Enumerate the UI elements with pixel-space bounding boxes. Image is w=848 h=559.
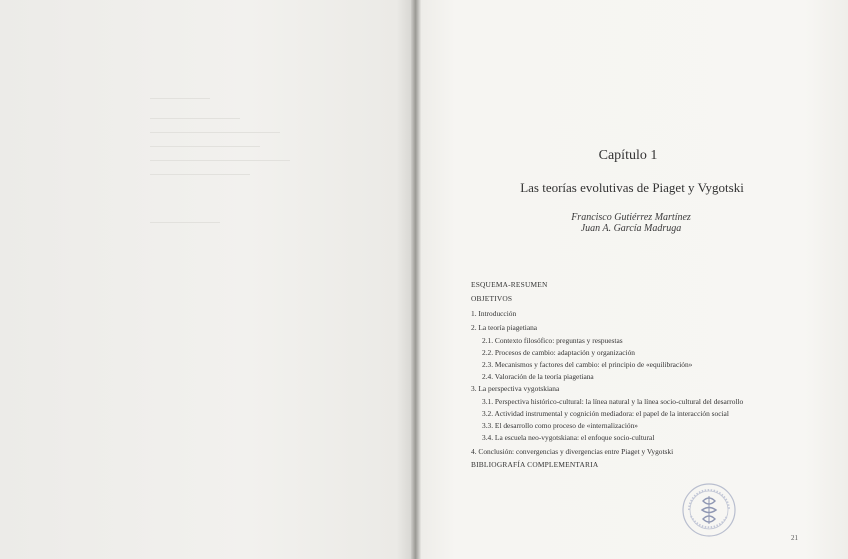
toc-section: 1. Introducción	[471, 309, 517, 318]
toc-subsection: 2.4. Valoración de la teoría piagetiana	[482, 372, 594, 381]
bleed-through-line	[150, 118, 240, 119]
author-name: Juan A. García Madruga	[580, 223, 682, 234]
chapter-authors	[520, 212, 742, 234]
toc-section: 3. La perspectiva vygotskiana	[471, 384, 560, 393]
left-page	[0, 0, 413, 559]
toc-heading: BIBLIOGRAFÍA COMPLEMENTARIA	[471, 460, 599, 469]
toc-subsection: 2.3. Mecanismos y factores del cambio: el principio de «equilibración»	[482, 360, 693, 369]
toc-subsection: 3.4. La escuela neo-vygotskiana: el enfoque socio-cultural	[482, 433, 655, 442]
toc-subsection: 3.2. Actividad instrumental y cognición mediadora: el papel de la interacción social	[482, 409, 729, 418]
toc-subsection: 3.1. Perspectiva histórico-cultural: la línea natural y la línea socio-cultural del desarrollo	[482, 397, 744, 406]
bleed-through-line	[150, 160, 290, 161]
toc-subsection: 2.1. Contexto filosófico: preguntas y respuestas	[482, 336, 623, 345]
bleed-through-line	[150, 132, 280, 133]
book-gutter	[411, 0, 421, 559]
bleed-through-line	[150, 98, 210, 99]
chapter-title: Las teorías evolutivas de Piaget y Vygotski	[520, 180, 744, 195]
page-number: 21	[791, 534, 798, 542]
author-name: Francisco Gutiérrez Martínez	[571, 212, 691, 223]
bleed-through-line	[150, 146, 260, 147]
toc-subsection: 2.2. Procesos de cambio: adaptación y organización	[482, 348, 635, 357]
bleed-through-line	[150, 222, 220, 223]
toc-heading: ESQUEMA-RESUMEN	[471, 280, 548, 289]
toc-subsection: 3.3. El desarrollo como proceso de «internalización»	[482, 421, 638, 430]
library-stamp-icon	[681, 482, 737, 538]
toc-section: 4. Conclusión: convergencias y divergencias entre Piaget y Vygotski	[471, 447, 674, 456]
chapter-label: Capítulo 1	[598, 148, 658, 163]
bleed-through-line	[150, 174, 250, 175]
toc-section: 2. La teoría piagetiana	[471, 323, 538, 332]
toc-heading: OBJETIVOS	[471, 294, 513, 303]
